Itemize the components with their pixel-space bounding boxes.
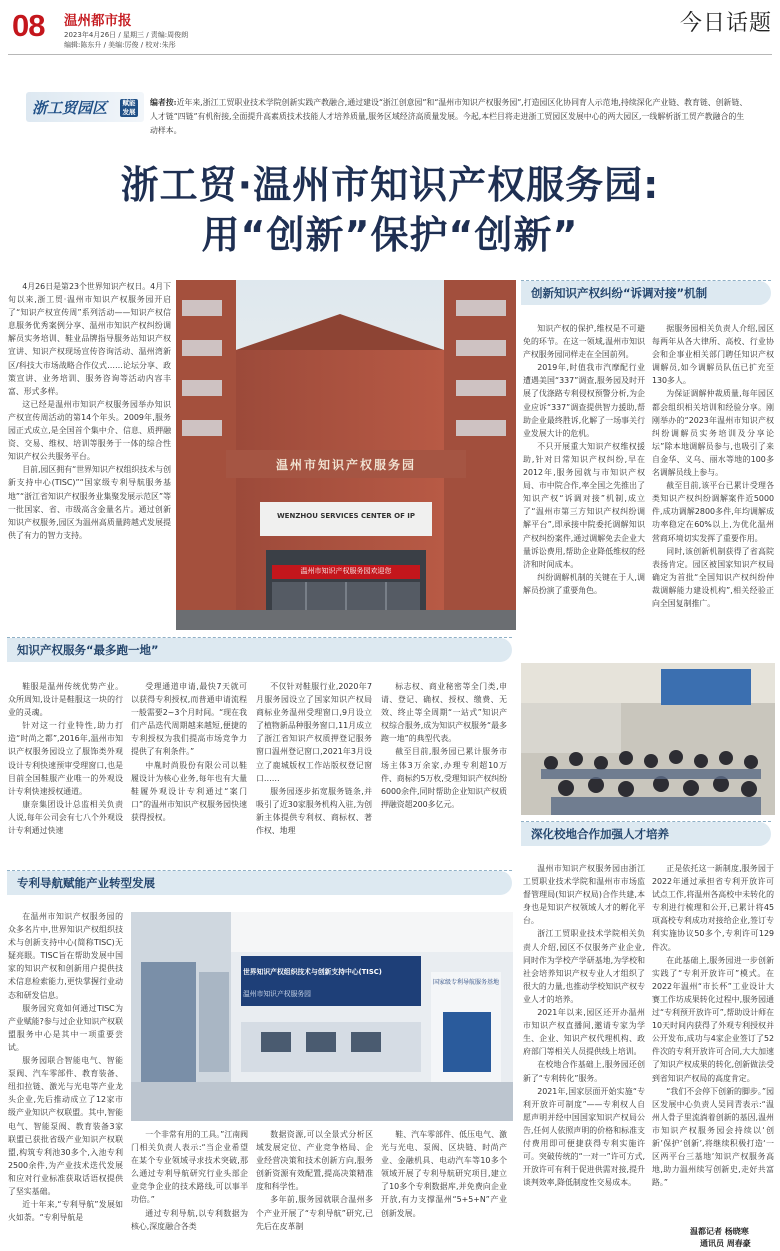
paragraph: 同时,该创新机制获得了省高院表扬肯定。园区被国家知识产权局确定为首批“全国知识产权纠纷仲裁调解能力建设机构”,相关经验正向全国复制推广。 [652,546,774,608]
editor-note-label: 编者按: [150,98,177,107]
section3-column-2 [131,1128,248,1250]
section-title-1: 知识产权服务“最多跑一地” [17,643,159,657]
headline-line-1: 浙工贸·温州市知识产权服务园: [120,163,660,207]
paragraph: 截至目前,服务园已累计服务市场主体3万余家,办理专利超10万件、商标约5万枚,受理知识产权纠纷6000余件,同时帮助企业知识产权质押融资超200多亿元。 [381,747,507,809]
paragraph: 2019年,时值我市汽摩配行业遭遇美国“337”调查,服务园及时开展了伐涤路专利侵权预警分析,为企业应诉“337”调查提供智力援助,帮助企业最终胜诉,化解了一场事关行业发展大计的危机。 [523,363,645,438]
tisc-org-name: 温州市知识产权服务园 [243,990,311,998]
welcome-banner: 温州市知识产权服务园欢迎您 [300,567,392,575]
section2-column-2 [652,322,774,642]
section-band-3 [7,871,512,895]
intro-paragraph: 目前,园区拥有“世界知识产权组织技术与创新支持中心(TISC)”“国家级专利导航服务基地”“浙江省知识产权服务业集聚发展示范区”等一批国家、省、市级高含金量名片。通过创新知识产权服务,园区为温州高质量跨越式发展提供了有力的智力支持。 [8,465,171,540]
paragraph: 受理通道申请,最快7天就可以获得专利授权,而普通申请流程一般需要2~3个月时间。“现在我们产品迭代周期越来越短,便捷的专利授权为我们提高市场竞争力提供了有利条件。” [131,682,247,757]
section3-column-4 [381,1128,507,1250]
paragraph: 温州市知识产权服务园由浙江工贸职业技术学院和温州市市场监督管理局(知识产权局)合作共建,本身也是知识产权领域人才的孵化平台。 [523,864,645,926]
logo-text: 浙工贸园区 [32,99,108,117]
paragraph: 多年前,服务园就联合温州多个产业开展了“专利导航”研究,已先后在皮革制 [256,1195,373,1231]
section-title-2: 创新知识产权纠纷“诉调对接”机制 [531,286,708,300]
paragraph: 康奈集团设计总监相关负责人说,每年公司会有七八个外观设计专利通过快速 [8,799,123,836]
section-title: 今日话题 [679,11,772,36]
paragraph: 不只开展重大知识产权维权援助,针对日常知识产权纠纷,早在2012年,服务园就与市知识产权局、市中院合作,率全国之先推出了知识产权“诉调对接”机制,成立了“温州市第三方知识产权纠纷调解平台”,即承接中院委托调解知识产权纠纷案件,通过调解免去企业大量诉讼费用,帮助企业降低维权的经济和时间成本。 [523,441,645,569]
intro-paragraph: 4月26日是第23个世界知识产权日。4月下旬以来,浙工贸·温州市知识产权服务园开启了“知识产权宣传周”系列活动——知识产权信息服务优秀案例分享、温州市知识产权纠纷调解员实务培训、鞋业品牌指导服务站知识产权宣讲、知识产权现场宣传咨询活动、温州湾新区/科技大市场战略合作仪式……论坛分享、政策宣讲、业务培训、服务咨询等活动内容丰富、形式多样。 [8,282,171,396]
paragraph: 服务园联合智能电气、智能泵阀、汽车零部件、教育装备、纽扣拉链、激光与光电等产业龙头企业,先后推动成立了12家市级产业知识产权联盟。其中,智能电气、智能泵阀、教育装备3家联盟已获批省级产业知识产权联盟,构筑专利池30多个,入池专利2500余件,为产业技术迭代发展和应对行业标准获取话语权提供了坚实基础。 [8,1056,123,1196]
date-line: 2023年4月26日 / 星期三 / 责编:周俊朗 [64,31,189,39]
paragraph: 2021年,国家层面开始实施“专利开放许可制度”——专利权人自愿声明并经中国国家知识产权局公告,任何人依照声明的价格和标准支付费用即可便捷获得专利实施许可。突破传统的“一对一”许可方式,开放许可有利于促进供需对接,提升谈判效率,降低制度性交易成本。 [523,1086,645,1188]
tisc-side-label: 国家级专利导航服务基地 [433,979,500,986]
headline [0,160,780,260]
paragraph: 数据资源,可以全景式分析区域发展定位、产业竞争格局、企业经营决策和技术创新方向,服务创新资源有效配置,提高决策精准度和科学性。 [256,1130,373,1192]
section1-column-4 [381,680,507,870]
byline-reporter: 温都记者 杨晓寒 [690,1227,749,1236]
section4-column-2 [652,862,774,1225]
paragraph: 服务园究竟如何通过TISC为产业赋能?参与过企业知识产权联盟服务中心是其中一项重要尝试。 [8,1003,123,1052]
meeting-illustration [521,663,775,815]
paragraph: 截至目前,该平台已累计受理各类知识产权纠纷调解案件近5000件,成功调解2800多件,年均调解成功率稳定在60%以上,为优化温州营商环境切实发挥了重要作用。 [652,481,774,543]
editor-note-text: 近年来,浙江工贸职业技术学院创新实践产教融合,通过建设“浙江创意园”和“温州市知识产权服务园”,打造园区化协同育人示范地,持续深化产业链、教育链、创新链、人才链“四链”有机衔接,全面提升高素质技术技能人才培养质量,服务区域经济高质量发展。今起,本栏目将走进浙工贸园区发展中心的两大园区,一线解析浙工贸产教融合的生动样本。 [150,98,748,135]
paragraph: 不仅针对鞋服行业,2020年7月服务园设立了国家知识产权局商标业务温州受理窗口,9月设立了植物新品种服务窗口,11月成立了浙江省知识产权质押登记服务窗口温州登记窗口,2021年3月设立了鹿城版权工作站版权登记窗口…… [256,682,372,783]
staff-line: 编辑:陈东升 / 美编:厉俊 / 校对:朱彤 [64,41,176,49]
section1-column-2 [131,680,247,870]
paragraph: 针对这一行业特性,助力打造“时尚之都”,2016年,温州市知识产权服务园设立了服饰类外观设计专利快速预审受理窗口,也是目前全国鞋服产业唯一的外观设计专利快速授权通道。 [8,721,123,796]
paragraph: 在温州市知识产权服务园的众多名片中,世界知识产权组织技术与创新支持中心(简称TISC)无疑亮眼。TISC旨在帮助发展中国家的知识产权和创新用户提供技术信息检索能力,更快掌握行业动态和研发信息。 [8,912,123,1000]
building-sign-english: WENZHOU SERVICES CENTER OF IP [276,512,416,520]
byline-correspondent: 通讯员 周春豪 [700,1239,751,1248]
building-illustration [176,280,516,630]
section-title-4: 深化校地合作加强人才培养 [531,827,669,841]
tisc-photo [131,912,513,1121]
paragraph: 为保证调解仲裁质量,每年园区都会组织相关培训和经验分享。刚刚举办的“2023年温州市知识产权纠纷调解员实务培训及分享论坛”除本地调解员参与,也吸引了来自金华、义乌、丽水等地的100多名调解员线上参与。 [652,389,774,478]
paragraph: 中胤时尚股份有限公司以鞋履设计为核心业务,每年也有大量鞋履外观设计专利通过“案门口”的温州市知识产权服务园快速获得授权。 [131,760,247,822]
paragraph: 2021年以来,园区还开办温州市知识产权直播间,邀请专家为学生、企业、知识产权代理机构、政府部门等相关人员提供线上培训。 [523,1008,645,1057]
paragraph: 纠纷调解机制的关键在于人,调解员扮演了重要角色。 [523,572,645,595]
paragraph: 鞋服是温州传统优势产业。众所周知,设计是鞋服这一块的行业的灵魂。 [8,682,123,718]
intro-text [8,280,171,640]
section3-column-3 [256,1128,373,1250]
paragraph: 服务园逐步拓宽服务链条,并吸引了近30家服务机构入驻,为创新主体提供专利权、商标权、著作权、地理 [256,786,372,836]
paragraph: 据服务园相关负责人介绍,园区每两年从各大律所、高校、行业协会和企事业相关部门聘任知识产权调解员,如今调解员队伍已扩充至130多人。 [652,324,774,386]
page-number: 08 [12,8,45,43]
paragraph: 在校地合作基础上,服务园还创新了“专利转化”服务。 [523,1060,645,1083]
paragraph: 鞋、汽车零部件、低压电气、激光与光电、泵阀、区块链、时尚产业、金融机具、电动汽车等10多个领域开展了专利导航研究项目,建立了10多个专利数据库,并免费向企业开放,有力支撑温州“5+5+N”产业创新发展。 [381,1130,507,1218]
section1-column-1 [8,680,123,870]
paper-name: 温州都市报 [64,13,132,29]
building-photo [176,280,516,630]
masthead [0,0,780,58]
paragraph: 近十年来,“专利导航”发展如火如荼。“专利导航是 [8,1200,123,1223]
section-band-1 [7,638,512,662]
section-band-2 [521,281,771,305]
section2-column-1 [523,322,645,642]
paragraph: 知识产权的保护,维权是不可避免的环节。在这一领域,温州市知识产权服务园同样走在全国前列。 [523,324,645,360]
paragraph: 正是依托这一新制度,服务园于2022年通过承担省专利开放许可试点工作,将温州各高校中未转化的专利进行梳理和公开,已累计将45项高校专利成功对接给企业,签订专利实施协议50多个,专利许可129件次。 [652,864,774,952]
column-logo [26,90,144,124]
editor-note [150,96,750,138]
section1-column-3 [256,680,372,870]
meeting-photo [521,663,775,815]
paragraph: 在此基础上,服务园进一步创新实践了“专利开放许可”模式。在2022年温州“市长杯”工业设计大赛工作坊成果转化过程中,服务园通过“专利预开放许可”,帮助设计师在10天时间内获得了外观专利授权并公开发布,成功与4家企业签订了52件次的专利开放许可合同,大大加速了知识产权成果的转化,创新做法受到省知识产权局的高度肯定。 [652,955,774,1083]
building-sign: 温州市知识产权服务园 [275,458,416,472]
header-rule [8,54,772,55]
section3-column-1 [8,910,123,1250]
tisc-illustration [131,912,513,1121]
section4-column-1 [523,862,645,1250]
paragraph: “我们不会停下创新的脚步。”园区发展中心负责人吴同青表示:“温州人骨子里流淌着创新的基因,温州市知识产权服务园会持续以‘创新’保护‘创新’,将继续积极打造‘一区两平台三基地’知识产权服务高地,助力温州续写创新史,走好共富路。” [652,1086,774,1188]
section-title-3: 专利导航赋能产业转型发展 [17,876,155,890]
section-band-4 [521,822,771,846]
paragraph: 通过专利导航,以专利数据为核心,深度融合各类 [131,1208,248,1231]
paragraph: 标志权、商业秘密等全门类,申请、登记、确权、授权、缴费、无效、终止等全周期“一站式”知识产权综合服务,成为知识产权服务“最多跑一地”的典型代表。 [381,682,507,744]
paragraph: 一个非常有用的工具。”江南阀门相关负责人表示:“当企业希望在某个专业领域寻求技术突破,那么通过专利导航研究行业头部企业竞争企业的技术路线,可以事半功倍。” [131,1130,248,1205]
tisc-sign: 世界知识产权组织技术与创新支持中心(TISC) [243,968,382,976]
intro-paragraph: 这已经是温州市知识产权服务园举办知识产权宣传周活动的第14个年头。2009年,服务园正式成立,是全国首个集中介、信息、质押融资、交易、维权、培训等服务于一体的综合性知识产权公共服务平台。 [8,399,171,462]
logo-tag: 赋能发展 [120,99,138,117]
paragraph: 浙江工贸职业技术学院相关负责人介绍,园区不仅服务产业企业,同时作为学校产学研基地,为学校和社会培养知识产权专业人才组织了很大的力量,也推动学校知识产权专业人才的培养。 [523,929,645,1004]
headline-line-2: 用“创新”保护“创新” [201,213,579,257]
